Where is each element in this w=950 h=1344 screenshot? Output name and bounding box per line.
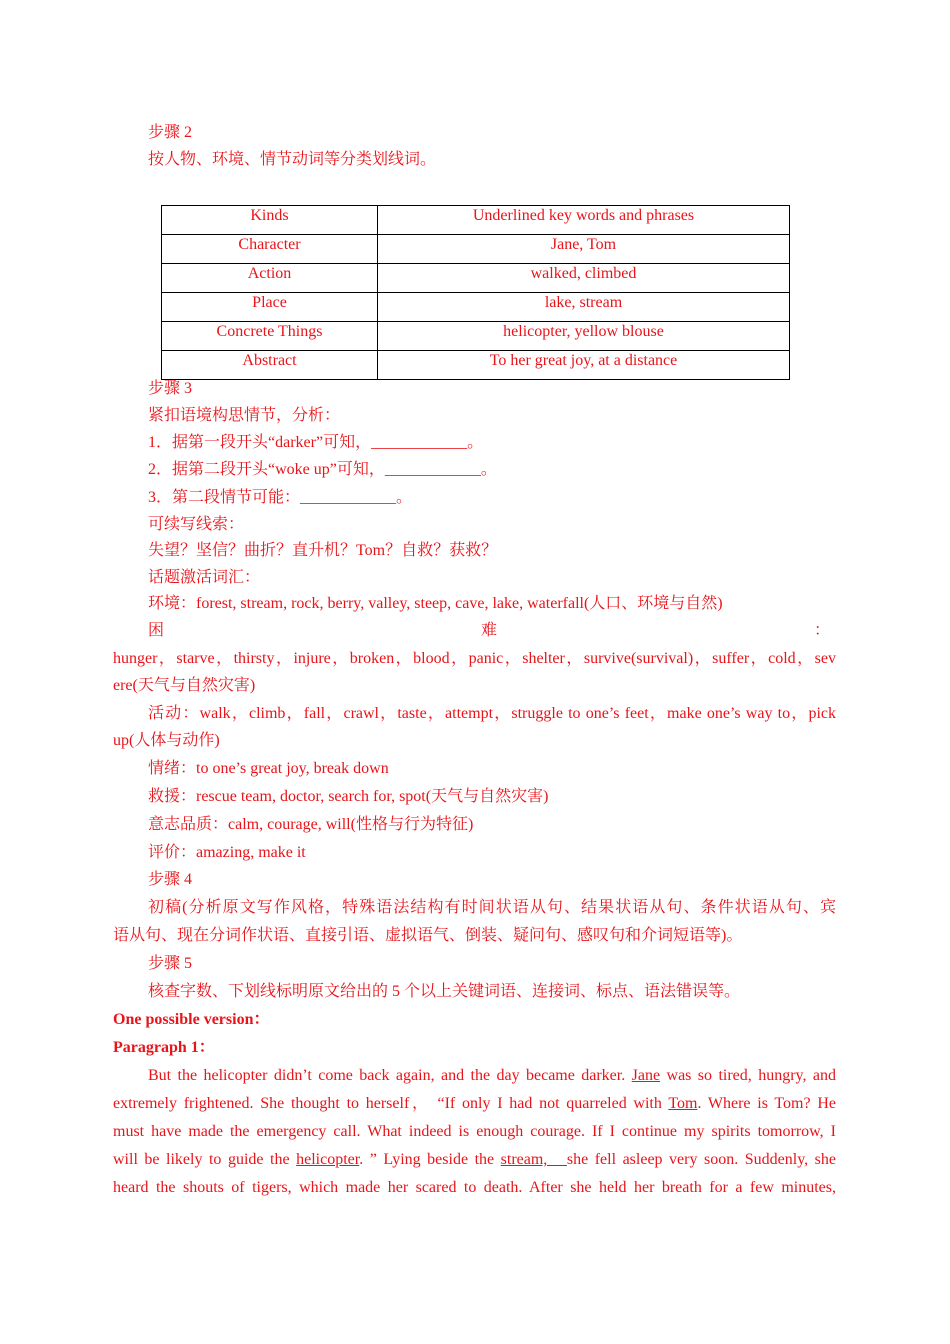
step5-title: 步骤 5 xyxy=(148,955,193,972)
underlined-keyword: stream, xyxy=(500,1151,567,1168)
vocab-hardship-heading xyxy=(148,621,830,641)
essay-text: But the helicopter didn’t come back again, and the day became darker. xyxy=(148,1067,632,1084)
vocab-emotion: 情绪：to one’s great joy, break down xyxy=(148,760,389,777)
essay-line-5: heard the shouts of tigers, which made her scared to death. After she held her breath for a few minutes, xyxy=(113,1179,836,1196)
step3-question-3: 3．第二段情节可能：____________。 xyxy=(148,489,413,506)
step5-line-1: 核查字数、下划线标明原文给出的 5 个以上关键词语、连接词、标点、语法错误等。 xyxy=(148,983,741,1000)
step4-line-1: 初稿(分析原文写作风格，特殊语法结构有时间状语从句、结果状语从句、条件状语从句、宾 xyxy=(148,899,836,916)
step2-title: 步骤 2 xyxy=(148,124,193,141)
underlined-keyword: Jane xyxy=(631,1067,661,1084)
table-cell-kind: Character xyxy=(162,235,378,264)
table-row xyxy=(162,235,790,264)
table-cell-kind: Concrete Things xyxy=(162,322,378,351)
table-cell-kind: Abstract xyxy=(162,351,378,380)
essay-text: was so tired, hungry, and xyxy=(660,1067,836,1084)
step4-line-2: 语从句、现在分词作状语、直接引语、虚拟语气、倒装、疑问句、感叹句和介词短语等)。 xyxy=(113,927,743,944)
vocab-rescue: 救援：rescue team, doctor, search for, spot(天气与自然灾害) xyxy=(148,788,549,805)
table-row xyxy=(162,264,790,293)
hardship-char-1: 困 xyxy=(148,622,165,639)
essay-line-1 xyxy=(148,1066,836,1086)
table-cell-kind: Action xyxy=(162,264,378,293)
clues-label: 可续写线索： xyxy=(148,516,245,533)
table-cell-words: lake, stream xyxy=(378,293,790,322)
essay-line-4 xyxy=(113,1150,836,1170)
table-cell-kind: Place xyxy=(162,293,378,322)
hardship-colon: ： xyxy=(813,622,830,639)
hardship-char-2: 难 xyxy=(480,622,497,639)
vocab-hardship-line-2: ere(天气与自然灾害) xyxy=(113,677,256,694)
paragraph-label: Paragraph 1： xyxy=(113,1039,215,1056)
table-cell-words: walked, climbed xyxy=(378,264,790,293)
step4-title: 步骤 4 xyxy=(148,871,193,888)
table-row xyxy=(162,322,790,351)
vocab-environment: 环境：forest, stream, rock, berry, valley, steep, cave, lake, waterfall(人口、环境与自然) xyxy=(148,595,723,612)
vocab-hardship-line-1: hunger，starve，thirsty，injure，broken，blood，panic，shelter，survive(survival)，suffer，cold，sev xyxy=(113,650,836,667)
step2-instruction: 按人物、环境、情节动词等分类划线词。 xyxy=(148,151,437,168)
table-row xyxy=(162,351,790,380)
essay-text: . ” Lying beside the xyxy=(359,1151,501,1168)
essay-text: extremely frightened. She thought to herself， “If only I had not quarreled with xyxy=(113,1095,669,1112)
keywords-table xyxy=(161,205,790,380)
step3-title: 步骤 3 xyxy=(148,380,193,397)
version-heading: One possible version： xyxy=(113,1011,270,1028)
table-header-keywords: Underlined key words and phrases xyxy=(378,206,790,235)
step3-question-2: 2．据第二段开头“woke up”可知，____________。 xyxy=(148,461,497,478)
table-cell-words: Jane, Tom xyxy=(378,235,790,264)
table-cell-words: To her great joy, at a distance xyxy=(378,351,790,380)
essay-text: will be likely to guide the xyxy=(113,1151,297,1168)
underlined-keyword: helicopter xyxy=(296,1151,360,1168)
table-header-kinds: Kinds xyxy=(162,206,378,235)
vocab-action-line-1: 活动：walk，climb，fall，crawl，taste，attempt，struggle to one’s feet，make one’s way to，pick xyxy=(148,705,836,722)
vocab-willpower: 意志品质：calm, courage, will(性格与行为特征) xyxy=(148,816,474,833)
essay-line-2 xyxy=(113,1094,836,1114)
underlined-keyword: Tom xyxy=(668,1095,698,1112)
step3-intro: 紧扣语境构思情节，分析： xyxy=(148,407,341,424)
vocab-evaluation: 评价：amazing, make it xyxy=(148,844,306,861)
table-cell-words: helicopter, yellow blouse xyxy=(378,322,790,351)
table-header-row xyxy=(162,206,790,235)
vocab-action-line-2: up(人体与动作) xyxy=(113,732,220,749)
step3-question-1: 1．据第一段开头“darker”可知，____________。 xyxy=(148,434,484,451)
clues-text: 失望？坚信？曲折？直升机？Tom？自救？获救？ xyxy=(148,542,498,559)
essay-line-3: must have made the emergency call. What indeed is enough courage. If I continue my spirits tomorrow, I xyxy=(113,1123,836,1140)
essay-text: . Where is Tom? He xyxy=(697,1095,836,1112)
vocab-label: 话题激活词汇： xyxy=(148,569,261,586)
essay-text: she fell asleep very soon. Suddenly, she xyxy=(566,1151,836,1168)
table-row xyxy=(162,293,790,322)
